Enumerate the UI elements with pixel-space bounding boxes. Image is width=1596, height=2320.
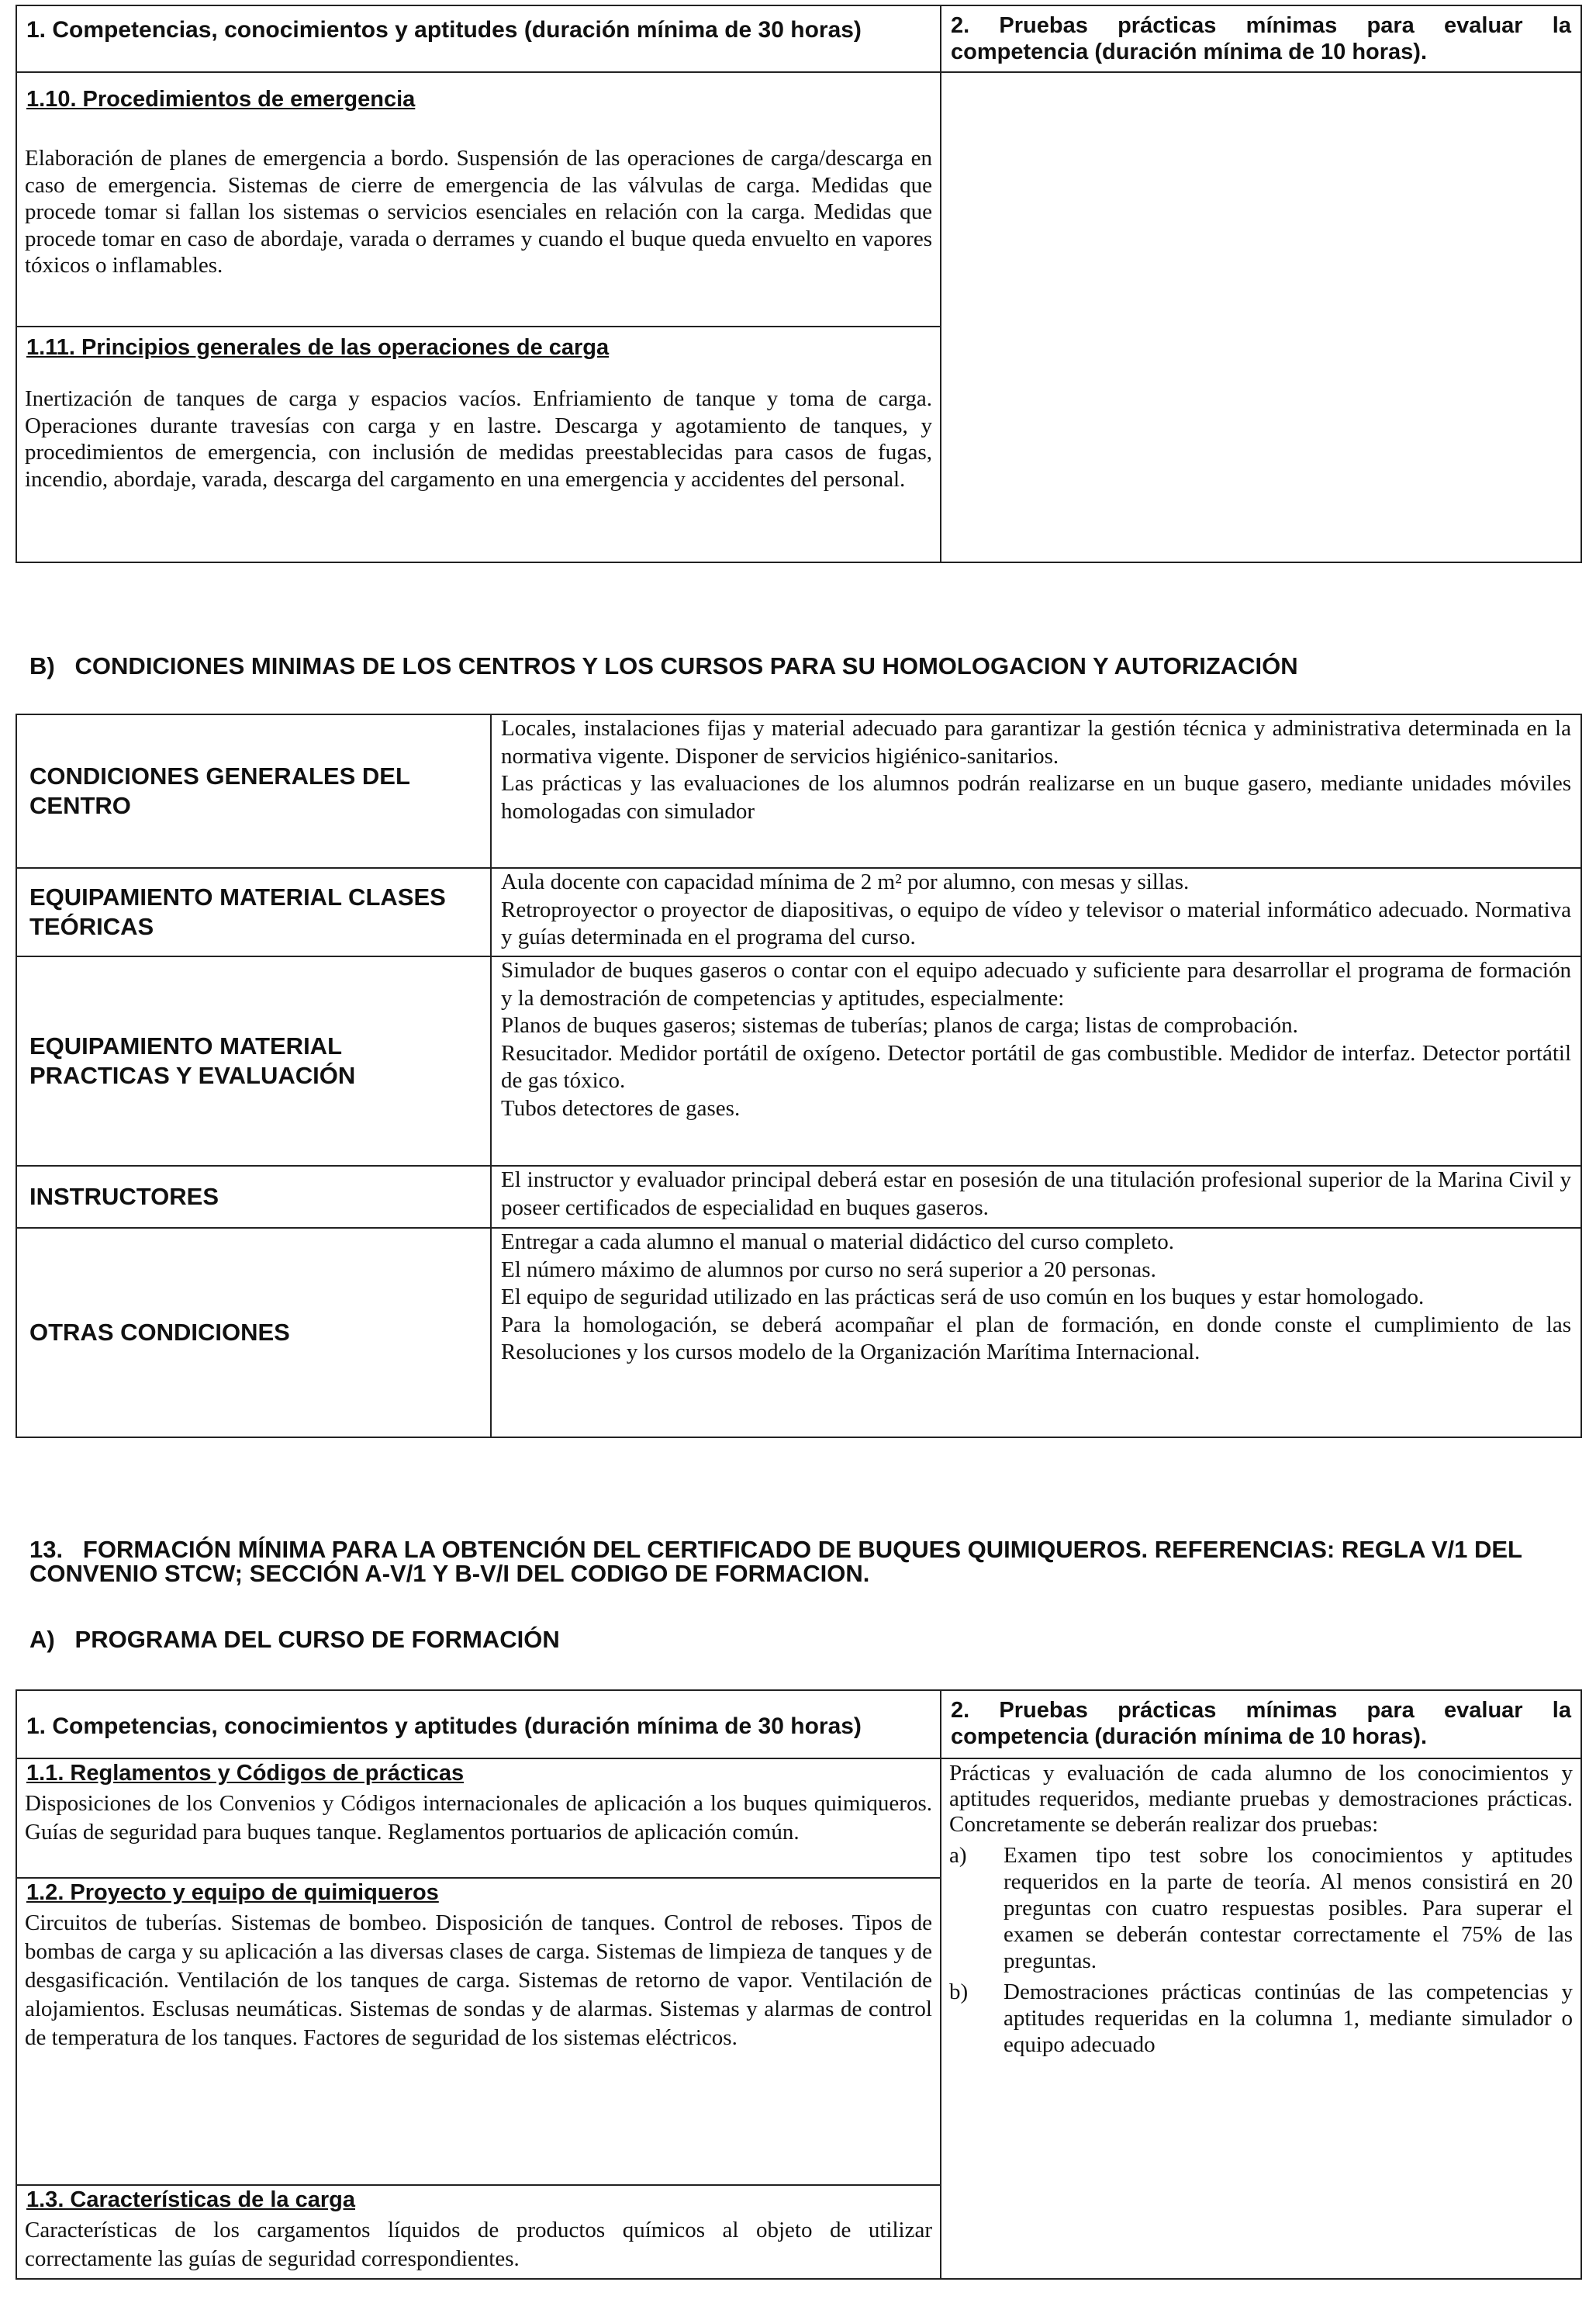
item-text: Demostraciones prácticas continúas de las competencias y aptitudes requeridas en la columna 1, mediante simulador o equipo adecuado (1004, 1979, 1573, 2057)
section-1-2 (16, 1878, 941, 2185)
table-competencias-bottom (16, 1689, 1580, 2280)
cond-text: Entregar a cada alumno el manual o material didáctico del curso completo. El número máximo de alumnos por curso no será superior a 20 personas. El equipo de seguridad utilizado en las prácticas será de uso común en los buques y estar homologado. Para la homologación, se deberá acompañar el plan de formación, en donde conste el cumplimiento de las Resoluciones y los cursos modelo de la Organización Marítima Internacional. (491, 1228, 1581, 1437)
pruebas-cell (941, 1758, 1581, 2279)
section-text: Disposiciones de los Convenios y Códigos internacionales de aplicación a los buques quimiqueros. Guías de seguridad para buques tanque. Reglamentos portuarios de aplicación común. (25, 1791, 932, 1845)
cond-text: Locales, instalaciones fijas y material adecuado para garantizar la gestión técnica y administrativa determinada en la normativa vigente. Disponer de servicios higiénico-sanitarios. Las prácticas y las evaluaciones de los alumnos podrán realizarse en un buque gasero, mediante unidades móviles homologadas con simulador (491, 714, 1581, 868)
item-text: Examen tipo test sobre los conocimientos y aptitudes requeridos en la parte de teoría. Al menos consistirá en 20 preguntas con cuatro respuestas posibles. Para superar el examen se deberán contestar correctamente el 75% de las preguntas. (1004, 1843, 1573, 1973)
cond-label: INSTRUCTORES (16, 1166, 491, 1228)
col2-empty-cell (941, 72, 1581, 562)
table-condiciones (16, 714, 1580, 1438)
section-title: 1.3. Características de la carga (26, 2187, 355, 2212)
section-b-heading: B) CONDICIONES MINIMAS DE LOS CENTROS Y LOS CURSOS PARA SU HOMOLOGACION Y AUTORIZACIÓN (29, 652, 1298, 679)
cond-label: OTRAS CONDICIONES (16, 1228, 491, 1437)
col1-header: 1. Competencias, conocimientos y aptitudes (duración mínima de 30 horas) (16, 5, 941, 72)
pruebas-intro: Prácticas y evaluación de cada alumno de los conocimientos y aptitudes requeridos, mediante pruebas y demostraciones prácticas. Concretamente se deberán realizar dos pruebas: (949, 1761, 1573, 1837)
pruebas-item-b (941, 1979, 1580, 2062)
cond-label: EQUIPAMIENTO MATERIAL PRACTICAS Y EVALUACIÓN (16, 956, 491, 1166)
section-text: Características de los cargamentos líquidos de productos químicos al objeto de utilizar correctamente las guías de seguridad correspondientes. (25, 2218, 932, 2271)
section-a-subheading: A) PROGRAMA DEL CURSO DE FORMACIÓN (29, 1626, 560, 1653)
section-text: Elaboración de planes de emergencia a bordo. Suspensión de las operaciones de carga/descarga en caso de emergencia. Sistemas de cierre de emergencia de las válvulas de carga. Medidas que procede tomar si fallan los sistemas o servicios esenciales en relación con la carga. Medidas que procede tomar en caso de abordaje, varada o derrames y cuando el buque queda envuelto en vapores tóxicos o inflamables. (25, 146, 932, 278)
section-1-10 (16, 72, 941, 327)
item-label: b) (949, 1979, 969, 2004)
col2-header: 2. Pruebas prácticas mínimas para evaluar la competencia (duración mínima de 10 horas). (941, 1690, 1581, 1758)
section-1-3 (16, 2185, 941, 2279)
section-text: Circuitos de tuberías. Sistemas de bombeo. Disposición de tanques. Control de reboses. Tipos de bombas de carga y su aplicación a las diversas clases de carga. Sistemas de limpieza de tanques y de desgasificación. Ventilación de los tanques de carga. Sistemas de retorno de vapor. Ventilación de alojamientos. Esclusas neumáticas. Sistemas de sondas y de alarmas. Sistemas y alarmas de control de temperatura de los tanques. Factores de seguridad de los sistemas eléctricos. (25, 1910, 932, 2050)
section-text: Inertización de tanques de carga y espacios vacíos. Enfriamiento de tanque y toma de carga. Operaciones durante travesías con carga y en lastre. Descarga y agotamiento de tanques, y procedimientos de emergencia, con inclusión de medidas preestablecidas para casos de fugas, incendio, abordaje, varada, descarga del cargamento en una emergencia y accidentes del personal. (25, 386, 932, 492)
section-1-11 (16, 327, 941, 562)
section-title: 1.1. Reglamentos y Códigos de prácticas (26, 1761, 465, 1786)
section-13-heading: 13. FORMACIÓN MÍNIMA PARA LA OBTENCIÓN DEL CERTIFICADO DE BUQUES QUIMIQUEROS. REFERENCIAS: REGLA V/1 DEL CONVENIO STCW; SECCIÓN A-V/1 Y B-V/I DEL CODIGO DE FORMACION. (29, 1536, 1529, 1587)
section-title: 1.2. Proyecto y equipo de quimiqueros (26, 1880, 439, 1905)
col2-header: 2. Pruebas prácticas mínimas para evaluar la competencia (duración mínima de 10 horas). (941, 5, 1581, 72)
col1-header: 1. Competencias, conocimientos y aptitudes (duración mínima de 30 horas) (16, 1690, 941, 1758)
cond-text: Aula docente con capacidad mínima de 2 m² por alumno, con mesas y sillas. Retroproyector o proyector de diapositivas, o equipo de vídeo y televisor o material informático adecuado. Normativa y guías determinada en el programa del curso. (491, 868, 1581, 956)
cond-label: EQUIPAMIENTO MATERIAL CLASES TEÓRICAS (16, 868, 491, 956)
cond-label: CONDICIONES GENERALES DEL CENTRO (16, 714, 491, 868)
section-1-1 (16, 1758, 941, 1878)
section-title: 1.10. Procedimientos de emergencia (26, 87, 416, 112)
section-title: 1.11. Principios generales de las operaciones de carga (26, 335, 610, 360)
table-competencias-top (16, 5, 1580, 563)
cond-text: El instructor y evaluador principal deberá estar en posesión de una titulación profesional superior de la Marina Civil y poseer certificados de especialidad en buques gaseros. (491, 1166, 1581, 1228)
item-label: a) (949, 1843, 967, 1868)
cond-text: Simulador de buques gaseros o contar con el equipo adecuado y suficiente para desarrollar el programa de formación y la demostración de competencias y aptitudes, especialmente: Planos de buques gaseros; sistemas de tuberías; planos de carga; listas de comprobación. Resucitador. Medidor portátil de oxígeno. Detector portátil de gas combustible. Medidor de interfaz. Detector portátil de gas tóxico. Tubos detectores de gases. (491, 956, 1581, 1166)
pruebas-item-a (941, 1842, 1580, 1979)
